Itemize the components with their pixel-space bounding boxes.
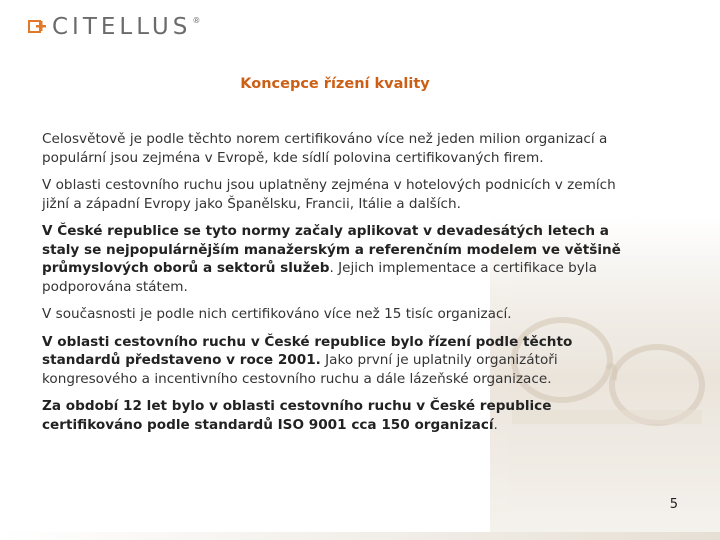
slide-body bbox=[42, 130, 642, 443]
paragraph-3: V České republice se tyto normy začaly aplikovat v devadesátých letech a staly se nejpopulárnějším manažerským a referenčním modelem ve většině průmyslových oborů a sektorů služeb. Jejich implementace a certifikace byla podporována státem. bbox=[42, 223, 621, 295]
citellus-logo bbox=[28, 14, 200, 40]
page-number: 5 bbox=[669, 497, 678, 512]
paragraph-6: Za období 12 let bylo v oblasti cestovního ruchu v České republice certifikováno podle standardů ISO 9001 cca 150 organizací. bbox=[42, 398, 552, 433]
paragraph-4: V současnosti je podle nich certifikováno více než 15 tisíc organizací. bbox=[42, 306, 512, 322]
logo-wordmark: CITELLUS bbox=[52, 14, 192, 40]
slide-title: Koncepce řízení kvality bbox=[240, 76, 430, 92]
registered-mark: ® bbox=[192, 16, 201, 25]
paragraph-1: Celosvětově je podle těchto norem certifikováno více než jeden milion organizací a populární jsou zejména v Evropě, kde sídlí polovina certifikovaných firem. bbox=[42, 131, 608, 166]
paragraph-5: V oblasti cestovního ruchu v České republice bylo řízení podle těchto standardů představeno v roce 2001. Jako první je uplatnily organizátoři kongresového a incentivního cestovního ruchu a dále lázeňské organizace. bbox=[42, 333, 573, 387]
logo-mark-icon bbox=[28, 17, 48, 37]
paragraph-2: V oblasti cestovního ruchu jsou uplatněny zejména v hotelových podnicích v zemích jižní a západní Evropy jako Španělsku, Francii, Itálie a dalších. bbox=[42, 177, 616, 212]
bottom-decorative-band bbox=[0, 532, 720, 540]
